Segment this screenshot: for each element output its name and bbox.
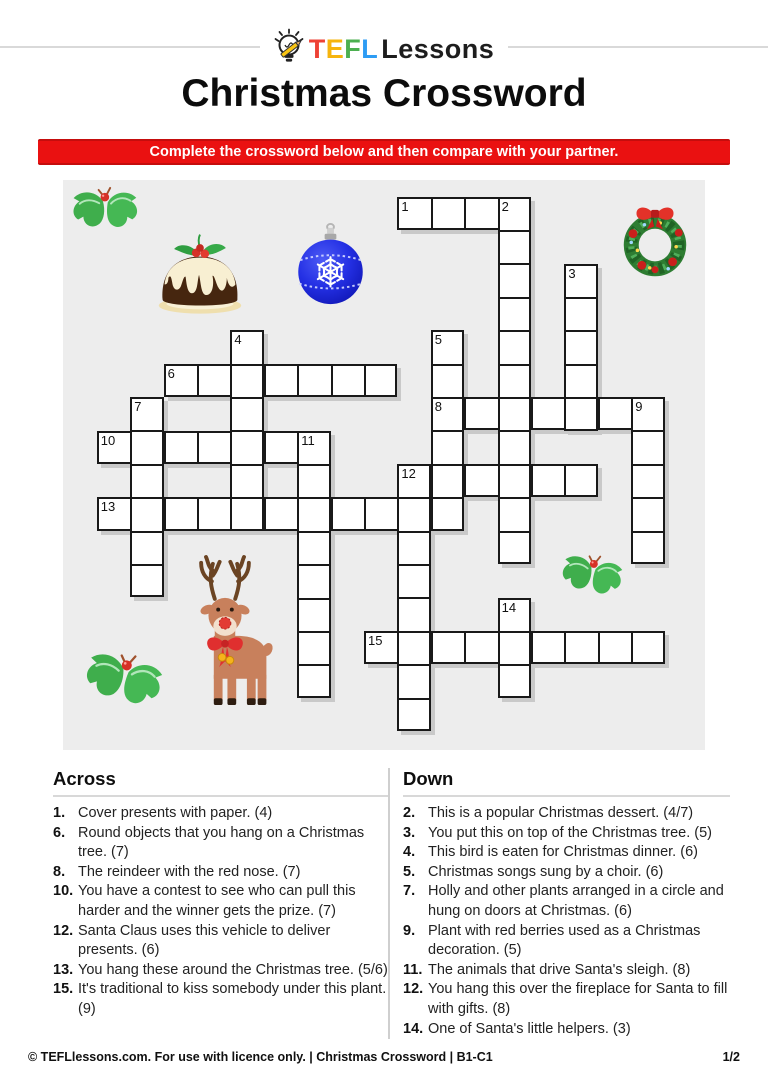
clue-across-6 <box>53 824 388 863</box>
cell-divider <box>299 564 328 566</box>
clue-down-9 <box>403 922 730 961</box>
cell-divider <box>531 399 533 428</box>
clue-text: Plant with red berries used as a Christmas decoration. (5) <box>428 922 701 959</box>
cell-divider <box>299 497 328 499</box>
down-clues-column <box>388 768 730 1039</box>
cell-number: 9 <box>635 399 643 415</box>
page-footer <box>28 1050 740 1064</box>
clue-number: 14. <box>403 1020 424 1037</box>
clue-down-14 <box>403 1020 730 1040</box>
cell-divider <box>232 464 261 466</box>
cell-number: 5 <box>434 332 443 348</box>
clue-text: You put this on top of the Christmas tree. (5) <box>428 824 712 841</box>
logo-letter: L <box>361 34 379 64</box>
answer-cells-3-down[interactable] <box>564 264 597 431</box>
cell-divider <box>299 631 328 633</box>
cell-divider <box>232 364 261 366</box>
clue-text: Round objects that you hang on a Christmas tree. (7) <box>78 824 365 861</box>
cell-divider <box>633 464 662 466</box>
cell-divider <box>297 366 299 395</box>
cell-divider <box>364 499 366 528</box>
cell-divider <box>399 564 428 566</box>
cell-divider <box>531 633 533 662</box>
clue-number: 15. <box>53 981 74 998</box>
cell-divider <box>264 499 266 528</box>
clue-down-5 <box>403 863 730 883</box>
cell-divider <box>331 366 333 395</box>
page-title: Christmas Crossword <box>181 72 587 115</box>
clue-text: You hang this over the fireplace for Santa to fill with gifts. (8) <box>428 981 728 1017</box>
cell-divider <box>164 433 166 462</box>
cell-divider <box>433 364 462 366</box>
crossword-panel <box>63 180 705 750</box>
across-clues-column <box>53 768 388 1039</box>
cell-divider <box>500 230 529 232</box>
cell-divider <box>431 633 433 662</box>
clue-down-7 <box>403 882 730 921</box>
cell-number: 6 <box>167 365 175 381</box>
clue-number: 5. <box>403 863 416 880</box>
cell-divider <box>399 531 428 533</box>
cell-number: 13 <box>100 499 116 515</box>
answer-cells-5-down[interactable] <box>431 330 464 530</box>
clue-text: Santa Claus uses this vehicle to deliver presents. (6) <box>78 922 331 959</box>
cell-number: 7 <box>134 399 142 415</box>
clue-text: The reindeer with the red nose. (7) <box>78 863 301 880</box>
down-clue-list <box>403 804 730 1039</box>
cell-divider <box>299 531 328 533</box>
clue-text: This bird is eaten for Christmas dinner. (6) <box>428 844 698 861</box>
cell-divider <box>132 464 161 466</box>
cell-divider <box>232 397 261 399</box>
across-clue-list <box>53 804 388 1020</box>
cell-number: 8 <box>434 399 443 415</box>
cell-divider <box>631 633 633 662</box>
blue-bauble-icon <box>295 222 366 308</box>
instruction-banner: Complete the crossword below and then compare with your partner. <box>38 139 730 165</box>
clue-number: 11. <box>403 961 423 978</box>
cell-divider <box>299 598 328 600</box>
clue-number: 13. <box>53 961 74 978</box>
cell-number: 4 <box>234 332 242 348</box>
clue-text: You have a contest to see who can pull this harder and the winner gets the prize. (7) <box>78 883 356 919</box>
cell-number: 10 <box>100 432 116 448</box>
clue-down-11 <box>403 961 730 981</box>
cell-divider <box>197 433 199 462</box>
cell-divider <box>132 564 161 566</box>
clue-across-12 <box>53 922 388 961</box>
cell-divider <box>399 597 428 599</box>
clue-across-15 <box>53 980 388 1019</box>
cell-number: 14 <box>501 599 517 615</box>
cell-divider <box>500 464 529 466</box>
cell-divider <box>164 499 166 528</box>
holly-middle-right-icon <box>555 547 631 601</box>
clue-text: Cover presents with paper. (4) <box>78 805 273 821</box>
answer-cells-8-across[interactable] <box>431 397 665 430</box>
reindeer-icon <box>169 554 281 710</box>
cell-divider <box>364 366 366 395</box>
across-heading: Across <box>53 768 388 797</box>
cell-divider <box>566 297 595 299</box>
logo-letter: E <box>325 34 345 64</box>
cell-divider <box>433 497 462 499</box>
clues-section <box>53 768 730 1039</box>
cell-divider <box>132 430 161 432</box>
cell-divider <box>500 664 529 666</box>
cell-divider <box>564 466 566 495</box>
clue-number: 12. <box>403 981 424 998</box>
clue-text: Holly and other plants arranged in a circle and hung on doors at Christmas. (6) <box>428 883 724 919</box>
cell-divider <box>433 430 462 432</box>
header <box>0 28 768 68</box>
footer-copyright: © TEFLlessons.com. For use with licence only. | Christmas Crossword | B1-C1 <box>28 1050 493 1064</box>
holly-top-left-icon <box>64 178 147 238</box>
cell-divider <box>633 497 662 499</box>
cell-divider <box>566 364 595 366</box>
logo-letter: T <box>308 34 326 64</box>
cell-divider <box>531 466 533 495</box>
clue-text: You hang these around the Christmas tree. (5/6) <box>78 961 388 978</box>
clue-text: It's traditional to kiss somebody under this plant. (9) <box>78 981 387 1017</box>
clue-across-10 <box>53 882 388 921</box>
answer-cells-4-down[interactable] <box>230 330 263 530</box>
cell-divider <box>399 698 428 700</box>
clue-text: This is a popular Christmas dessert. (4/7) <box>428 805 694 821</box>
clue-down-3 <box>403 824 730 844</box>
cell-divider <box>331 499 333 528</box>
cell-divider <box>633 430 662 432</box>
cell-divider <box>264 366 266 395</box>
logo-tefl-letters <box>309 34 379 65</box>
cell-divider <box>431 199 433 228</box>
cell-divider <box>299 664 328 666</box>
cell-number: 3 <box>568 265 576 281</box>
answer-cells-11-down[interactable] <box>297 431 330 698</box>
clue-number: 4. <box>403 844 416 861</box>
cell-divider <box>399 497 428 499</box>
clue-number: 1. <box>53 805 66 821</box>
cell-number: 1 <box>401 198 409 214</box>
answer-cells-9-down[interactable] <box>631 397 664 564</box>
cell-divider <box>598 633 600 662</box>
cell-divider <box>132 497 161 499</box>
cell-divider <box>464 466 466 495</box>
cell-divider <box>500 297 529 299</box>
answer-cells-6-across[interactable] <box>164 364 398 397</box>
clue-down-12 <box>403 980 730 1019</box>
cell-divider <box>633 531 662 533</box>
cell-number: 2 <box>501 198 509 214</box>
cell-divider <box>500 263 529 265</box>
christmas-pudding-icon <box>147 225 253 317</box>
cell-divider <box>299 464 328 466</box>
clue-number: 12. <box>53 922 74 939</box>
cell-divider <box>564 633 566 662</box>
cell-divider <box>232 430 261 432</box>
answer-cells-12-down[interactable] <box>397 464 430 731</box>
cell-divider <box>500 397 529 399</box>
tefl-lessons-logo <box>260 28 509 71</box>
clue-number: 6. <box>53 824 66 841</box>
cell-divider <box>500 430 529 432</box>
cell-divider <box>232 497 261 499</box>
cell-divider <box>399 664 428 666</box>
cell-divider <box>132 531 161 533</box>
clue-down-4 <box>403 843 730 863</box>
logo-letter: F <box>344 34 362 64</box>
cell-divider <box>598 399 600 428</box>
clue-number: 7. <box>403 883 416 900</box>
cell-divider <box>399 631 428 633</box>
lightbulb-pencil-icon <box>274 28 304 71</box>
logo-suffix: Lessons <box>381 34 495 64</box>
clue-number: 3. <box>403 824 416 841</box>
cell-divider <box>500 497 529 499</box>
cell-number: 12 <box>401 465 416 481</box>
cell-divider <box>500 330 529 332</box>
clue-across-8 <box>53 863 388 883</box>
clue-number: 9. <box>403 922 416 939</box>
cell-number: 11 <box>301 432 315 448</box>
cell-divider <box>433 464 462 466</box>
holly-bottom-left-icon <box>75 642 174 714</box>
logo-wordmark <box>309 34 495 65</box>
cell-divider <box>464 199 466 228</box>
clue-text: The animals that drive Santa's sleigh. (8) <box>428 961 691 978</box>
clue-text: One of Santa's little helpers. (3) <box>428 1020 631 1037</box>
cell-divider <box>464 399 466 428</box>
clue-down-2 <box>403 804 730 824</box>
cell-divider <box>566 330 595 332</box>
cell-divider <box>197 366 199 395</box>
cell-divider <box>500 364 529 366</box>
cell-number: 15 <box>368 632 383 648</box>
clue-number: 10. <box>53 883 74 900</box>
down-heading: Down <box>403 768 730 797</box>
wreath-icon <box>611 194 699 282</box>
answer-cells-7-down[interactable] <box>130 397 163 597</box>
cell-divider <box>500 531 529 533</box>
clue-number: 2. <box>403 805 416 821</box>
cell-divider <box>500 631 529 633</box>
clue-across-13 <box>53 961 388 981</box>
clue-number: 8. <box>53 863 66 880</box>
cell-divider <box>264 433 266 462</box>
answer-cells-2-down[interactable] <box>498 197 531 564</box>
cell-divider <box>197 499 199 528</box>
clue-across-1 <box>53 804 388 824</box>
clue-text: Christmas songs sung by a choir. (6) <box>428 863 664 880</box>
footer-page-number: 1/2 <box>722 1050 740 1064</box>
cell-divider <box>566 397 595 399</box>
cell-divider <box>464 633 466 662</box>
